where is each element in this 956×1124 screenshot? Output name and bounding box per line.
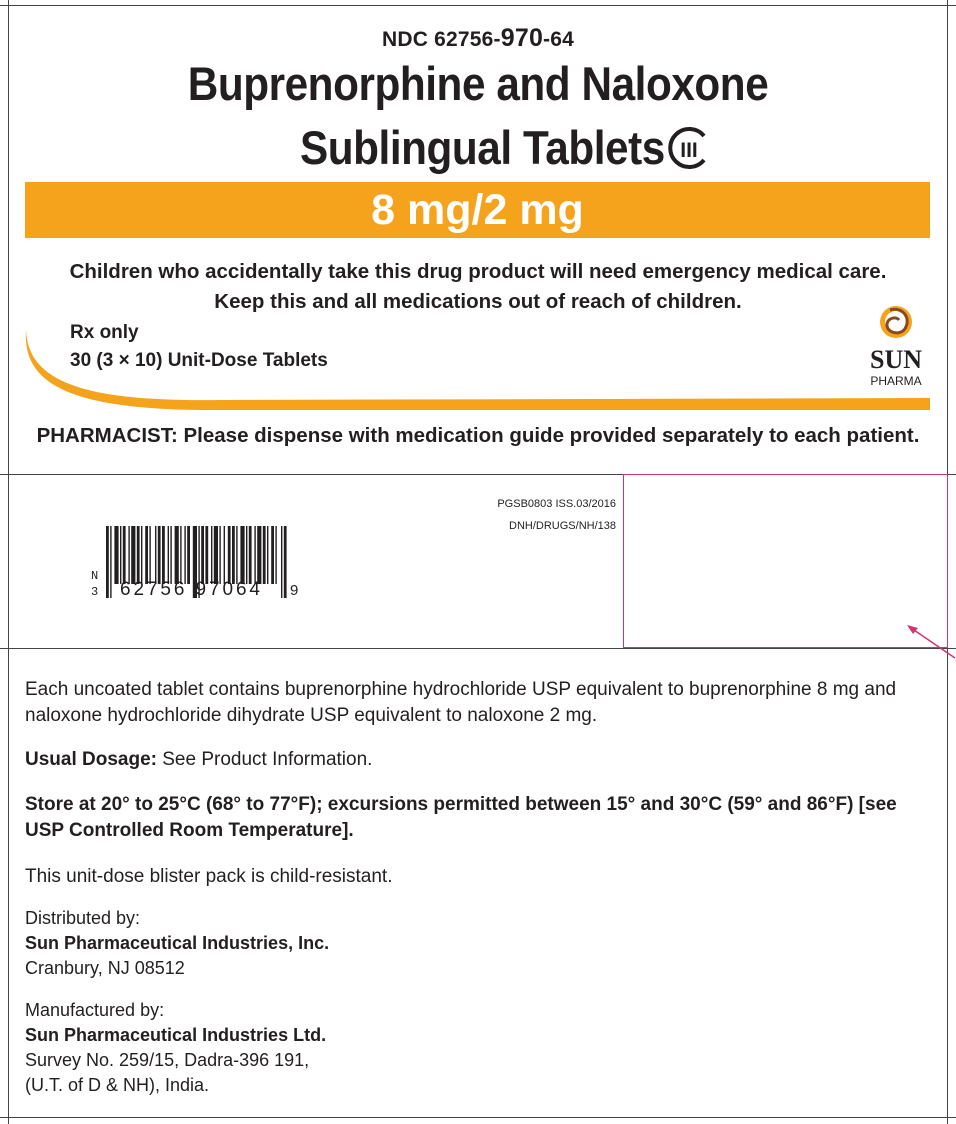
- pointer-arrow-icon: [905, 620, 956, 660]
- barcode-bar: [123, 526, 126, 584]
- ingredients-text: Each uncoated tablet contains buprenorphine hydrochloride USP equivalent to buprenorphine 8 mg and naloxone hydrochloride dihydrate USP equivalent to naloxone 2 mg.: [25, 679, 897, 726]
- barcode-bar: [275, 526, 276, 584]
- barcode-bar: [137, 526, 140, 584]
- schedule-symbol: III: [680, 139, 698, 162]
- barcode-bar: [158, 526, 161, 584]
- barcode-check-digit: 9: [290, 582, 299, 599]
- barcode-digits: 62756 97064: [120, 579, 260, 600]
- ndc-number: [0, 24, 956, 53]
- pharmacist-note: PHARMACIST: Please dispense with medication guide provided separately to each patient.: [36, 424, 920, 447]
- barcode-bar: [246, 526, 247, 584]
- usual-dosage: [25, 747, 372, 773]
- usual-dosage-label: Usual Dosage:: [25, 749, 157, 770]
- barcode-bar: [284, 526, 287, 598]
- barcode-bar: [271, 526, 274, 584]
- barcode-bar: [263, 526, 266, 584]
- barcode-bar: [170, 526, 171, 584]
- logo-brand: SUN: [869, 345, 923, 374]
- barcode-bar: [236, 526, 237, 584]
- child-warning-line1: Children who accidentally take this drug product will need emergency medical care.: [69, 260, 887, 283]
- top-border: [0, 5, 956, 6]
- product-title-line2: Sublingual Tablets: [300, 121, 665, 174]
- barcode-bar: [281, 526, 282, 598]
- logo-sub: PHARMA: [870, 374, 922, 388]
- ndc-prefix: NDC 62756-: [382, 28, 501, 51]
- barcode-bar: [162, 526, 165, 584]
- barcode-bar: [180, 526, 181, 584]
- barcode-bar: [131, 526, 135, 584]
- license-code: DNH/DRUGS/NH/138: [509, 520, 616, 532]
- barcode-bar: [120, 526, 121, 584]
- barcode-bar: [211, 526, 212, 584]
- barcode-bar: [257, 526, 261, 584]
- barcode-bar: [201, 526, 204, 584]
- distributed-by-label: Distributed by:: [25, 908, 141, 928]
- barcode-bar: [205, 526, 208, 584]
- barcode-bar: [240, 526, 244, 584]
- barcode-bar: [106, 526, 109, 598]
- barcode-bar: [175, 526, 179, 584]
- barcode-bar: [128, 526, 129, 584]
- ndc-suffix: -64: [543, 28, 574, 51]
- distributor-name: Sun Pharmaceutical Industries, Inc.: [25, 933, 330, 953]
- blank-panel-box: [623, 474, 948, 648]
- barcode-bar: [141, 526, 142, 584]
- barcode-bar: [187, 526, 190, 584]
- child-warning-line2: Keep this and all medications out of reach of children.: [214, 290, 742, 313]
- product-title-line1: Buprenorphine and Naloxone: [187, 57, 769, 110]
- barcode-bar: [168, 526, 169, 584]
- rx-only: Rx only: [70, 322, 139, 343]
- barcode-n: N: [91, 569, 99, 583]
- manufacturer-address-line1: Survey No. 259/15, Dadra-396 191,: [25, 1050, 310, 1070]
- left-fold-line: [8, 0, 9, 1124]
- pgsb-code: PGSB0803 ISS.03/2016: [497, 498, 616, 510]
- manufacturer-name: Sun Pharmaceutical Industries Ltd.: [25, 1025, 327, 1045]
- strength-label: 8 mg/2 mg: [371, 186, 584, 234]
- schedule-c3-icon: [666, 125, 712, 171]
- barcode-bar: [110, 526, 111, 598]
- panel-divider-2: [0, 648, 956, 649]
- barcode-bar: [249, 526, 252, 584]
- barcode-bar: [232, 526, 235, 584]
- barcode-lead-digit: 3: [91, 585, 99, 599]
- usual-dosage-text: See Product Information.: [156, 749, 373, 770]
- bottom-border: [0, 1117, 956, 1118]
- manufacturer-address-line2: (U.T. of D & NH), India.: [25, 1075, 210, 1095]
- distributor-address: Cranbury, NJ 08512: [25, 958, 185, 978]
- barcode-bar: [184, 526, 185, 584]
- barcode-bar: [155, 526, 156, 584]
- ndc-product-code: 970: [500, 24, 544, 52]
- barcode-bar: [219, 526, 220, 584]
- storage-text: Store at 20° to 25°C (68° to 77°F); excursions permitted between 15° and 30°C (59° and 86°F) [see USP Controlled Room Temperature].: [25, 794, 897, 841]
- manufactured-by-label: Manufactured by:: [25, 1000, 165, 1020]
- barcode-bar: [145, 526, 148, 584]
- barcode-bar: [267, 526, 268, 584]
- sun-pharma-logo: [858, 302, 938, 392]
- tablet-count: 30 (3 × 10) Unit-Dose Tablets: [70, 350, 328, 371]
- barcode-bar: [224, 526, 225, 584]
- barcode-bar: [214, 526, 218, 584]
- barcode-bar: [114, 526, 118, 584]
- barcode-bar: [149, 526, 150, 584]
- barcode-bar: [228, 526, 231, 584]
- barcode-bar: [254, 526, 255, 584]
- upc-barcode: [88, 524, 308, 604]
- child-resistant-text: This unit-dose blister pack is child-resistant.: [25, 866, 393, 887]
